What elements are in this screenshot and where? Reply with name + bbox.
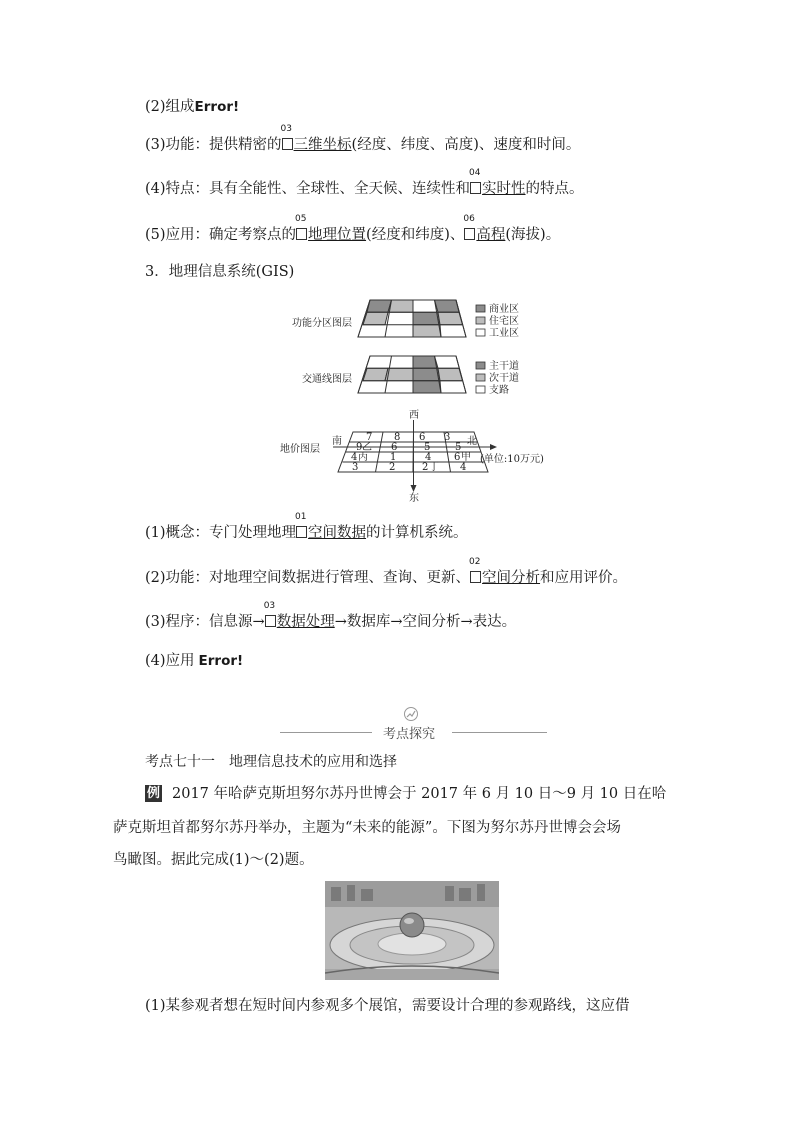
gis-procedure-prefix: (3)程序：信息源→ xyxy=(145,614,265,630)
answer-blank xyxy=(263,601,277,632)
example-tag: 例 xyxy=(146,786,160,801)
answer-text: 三维坐标 xyxy=(293,137,352,153)
trend-circle-icon xyxy=(403,706,419,722)
gps-composition-line xyxy=(145,97,239,117)
parcel-mark: 甲 xyxy=(461,452,471,463)
legend-swatch-branch-road xyxy=(476,386,485,393)
land-price-value: 6 xyxy=(391,442,398,453)
legend-branch-road: 支路 xyxy=(489,385,509,396)
east-arrow-icon xyxy=(411,485,417,492)
residential-cell xyxy=(363,312,388,324)
main-road-cell xyxy=(413,381,441,393)
legend-swatch-industrial xyxy=(476,329,485,336)
gps-composition-label: (2)组成 xyxy=(145,99,195,115)
blank-number: 04 xyxy=(469,168,481,178)
blank-number: 03 xyxy=(263,601,276,611)
west-label: 西 xyxy=(409,410,419,421)
section-title: 考点探究 xyxy=(383,727,436,742)
gps-application-suffix: (海拔)。 xyxy=(505,227,561,243)
error-text: Error! xyxy=(194,99,240,115)
answer-text: 空间数据 xyxy=(308,525,367,541)
secondary-road-cell xyxy=(438,368,463,380)
land-price-value: 2 xyxy=(389,462,396,473)
gis-function-suffix: 和应用评价。 xyxy=(540,570,628,586)
legend-swatch-residential xyxy=(476,317,485,324)
unit-label: (单位:10万元) xyxy=(480,454,544,465)
south-label: 南 xyxy=(332,436,342,447)
gis-application-line xyxy=(145,651,243,671)
answer-blank xyxy=(295,512,308,543)
example-line1 xyxy=(145,784,666,804)
secondary-road-cell xyxy=(363,368,388,380)
commercial-cell xyxy=(435,300,460,312)
north-arrow-icon xyxy=(490,444,497,450)
land-price-value: 2 xyxy=(422,462,429,473)
example-text: 鸟瞰图。据此完成(1)～(2)题。 xyxy=(113,852,314,868)
blank-box-icon xyxy=(296,228,307,240)
land-price-value: 4 xyxy=(351,452,358,463)
land-price-value: 7 xyxy=(366,432,373,443)
answer-text: 地理位置 xyxy=(308,227,367,243)
legend-secondary-road: 次干道 xyxy=(489,373,519,384)
blank-number: 03 xyxy=(280,124,292,134)
legend-residential: 住宅区 xyxy=(489,316,519,327)
example-text: 萨克斯坦首都努尔苏丹举办，主题为“未来的能源”。下图为努尔苏丹世博会会场 xyxy=(113,820,621,836)
gps-feature-line xyxy=(145,168,584,199)
error-text: Error! xyxy=(198,653,244,669)
commercial-cell xyxy=(367,300,392,312)
blank-box-icon xyxy=(296,526,307,538)
main-road-cell xyxy=(413,356,438,368)
gis-concept-line xyxy=(145,512,468,543)
legend-industrial: 工业区 xyxy=(489,328,519,339)
gps-function-line xyxy=(145,124,581,155)
expo-aerial-photo xyxy=(325,881,499,980)
blank-number: 02 xyxy=(469,557,481,567)
answer-text: 数据处理 xyxy=(276,614,335,630)
gis-concept-suffix: 的计算机系统。 xyxy=(366,525,468,541)
blank-box-icon xyxy=(470,182,481,194)
residential-cell xyxy=(413,325,441,337)
land-price-value: 1 xyxy=(390,452,397,463)
legend-main-road: 主干道 xyxy=(489,361,519,372)
gis-layers-figure xyxy=(278,292,550,502)
land-price-value: 8 xyxy=(394,432,401,443)
gis-heading: 3．地理信息系统(GIS) xyxy=(145,264,295,280)
blank-number: 05 xyxy=(295,214,307,224)
legend-commercial: 商业区 xyxy=(489,304,519,315)
east-label: 东 xyxy=(409,493,419,502)
answer-blank xyxy=(463,214,476,245)
land-price-value: 6 xyxy=(419,432,426,443)
divider-left xyxy=(280,732,372,733)
answer-text: 空间分析 xyxy=(482,570,541,586)
main-road-cell xyxy=(413,368,440,380)
land-price-value: 3 xyxy=(352,462,359,473)
layer1-label: 功能分区图层 xyxy=(292,318,352,329)
land-price-value: 5 xyxy=(424,442,431,453)
residential-cell xyxy=(438,312,463,324)
question-1-text: (1)某参观者想在短时间内参观多个展馆，需要设计合理的参观路线，这应借 xyxy=(145,998,630,1014)
gis-procedure-suffix: →数据库→空间分析→表达。 xyxy=(334,614,517,630)
blank-number: 06 xyxy=(463,214,475,224)
blank-box-icon xyxy=(282,138,293,150)
answer-blank xyxy=(280,124,294,155)
gps-application-prefix: (5)应用：确定考察点的 xyxy=(145,227,297,243)
gis-procedure-line xyxy=(145,601,517,632)
layer2-label: 交通线图层 xyxy=(302,374,352,385)
gps-function-prefix: (3)功能：提供精密的 xyxy=(145,137,282,153)
legend-swatch-commercial xyxy=(476,305,485,312)
layer3-label: 地价图层 xyxy=(280,444,320,455)
blank-box-icon xyxy=(464,228,475,240)
gps-feature-suffix: 的特点。 xyxy=(525,181,584,197)
answer-text: 实时性 xyxy=(482,181,526,197)
answer-text: 高程 xyxy=(476,227,506,243)
land-price-value: 4 xyxy=(425,452,432,463)
answer-blank xyxy=(469,168,482,199)
gis-function-prefix: (2)功能：对地理空间数据进行管理、查询、更新、 xyxy=(145,570,471,586)
blank-number: 01 xyxy=(295,512,307,522)
legend-swatch-secondary-road xyxy=(476,374,485,381)
example-text: 2017 年哈萨克斯坦努尔苏丹世博会于 2017 年 6 月 10 日～9 月 10 日在哈 xyxy=(172,786,667,802)
divider-right xyxy=(452,732,547,733)
land-price-value: 4 xyxy=(460,462,467,473)
gis-concept-prefix: (1)概念：专门处理地理 xyxy=(145,525,297,541)
land-price-value: 6 xyxy=(454,452,461,463)
parcel-mark: 丁 xyxy=(429,462,439,473)
residential-cell xyxy=(388,300,413,312)
blank-box-icon xyxy=(265,615,276,627)
gis-function-line xyxy=(145,557,628,588)
gis-application-label: (4)应用 xyxy=(145,653,195,669)
topic-title: 考点七十一 地理信息技术的应用和选择 xyxy=(145,754,397,770)
parcel-mark: 丙 xyxy=(358,452,368,463)
land-price-value: 5 xyxy=(455,442,462,453)
blank-box-icon xyxy=(470,571,481,583)
commercial-cell xyxy=(413,312,440,324)
gps-application-mid: (经度和纬度)、 xyxy=(366,227,465,243)
land-price-value: 9 xyxy=(356,442,363,453)
gps-function-suffix: (经度、纬度、高度)、速度和时间。 xyxy=(351,137,581,153)
gps-application-line xyxy=(145,214,561,245)
answer-blank xyxy=(295,214,308,245)
answer-blank xyxy=(469,557,482,588)
gps-feature-prefix: (4)特点：具有全能性、全球性、全天候、连续性和 xyxy=(145,181,471,197)
parcel-mark: 乙 xyxy=(362,442,372,453)
land-price-value: 3 xyxy=(444,432,451,443)
north-label: 北 xyxy=(467,436,477,447)
legend-swatch-main-road xyxy=(476,362,485,369)
